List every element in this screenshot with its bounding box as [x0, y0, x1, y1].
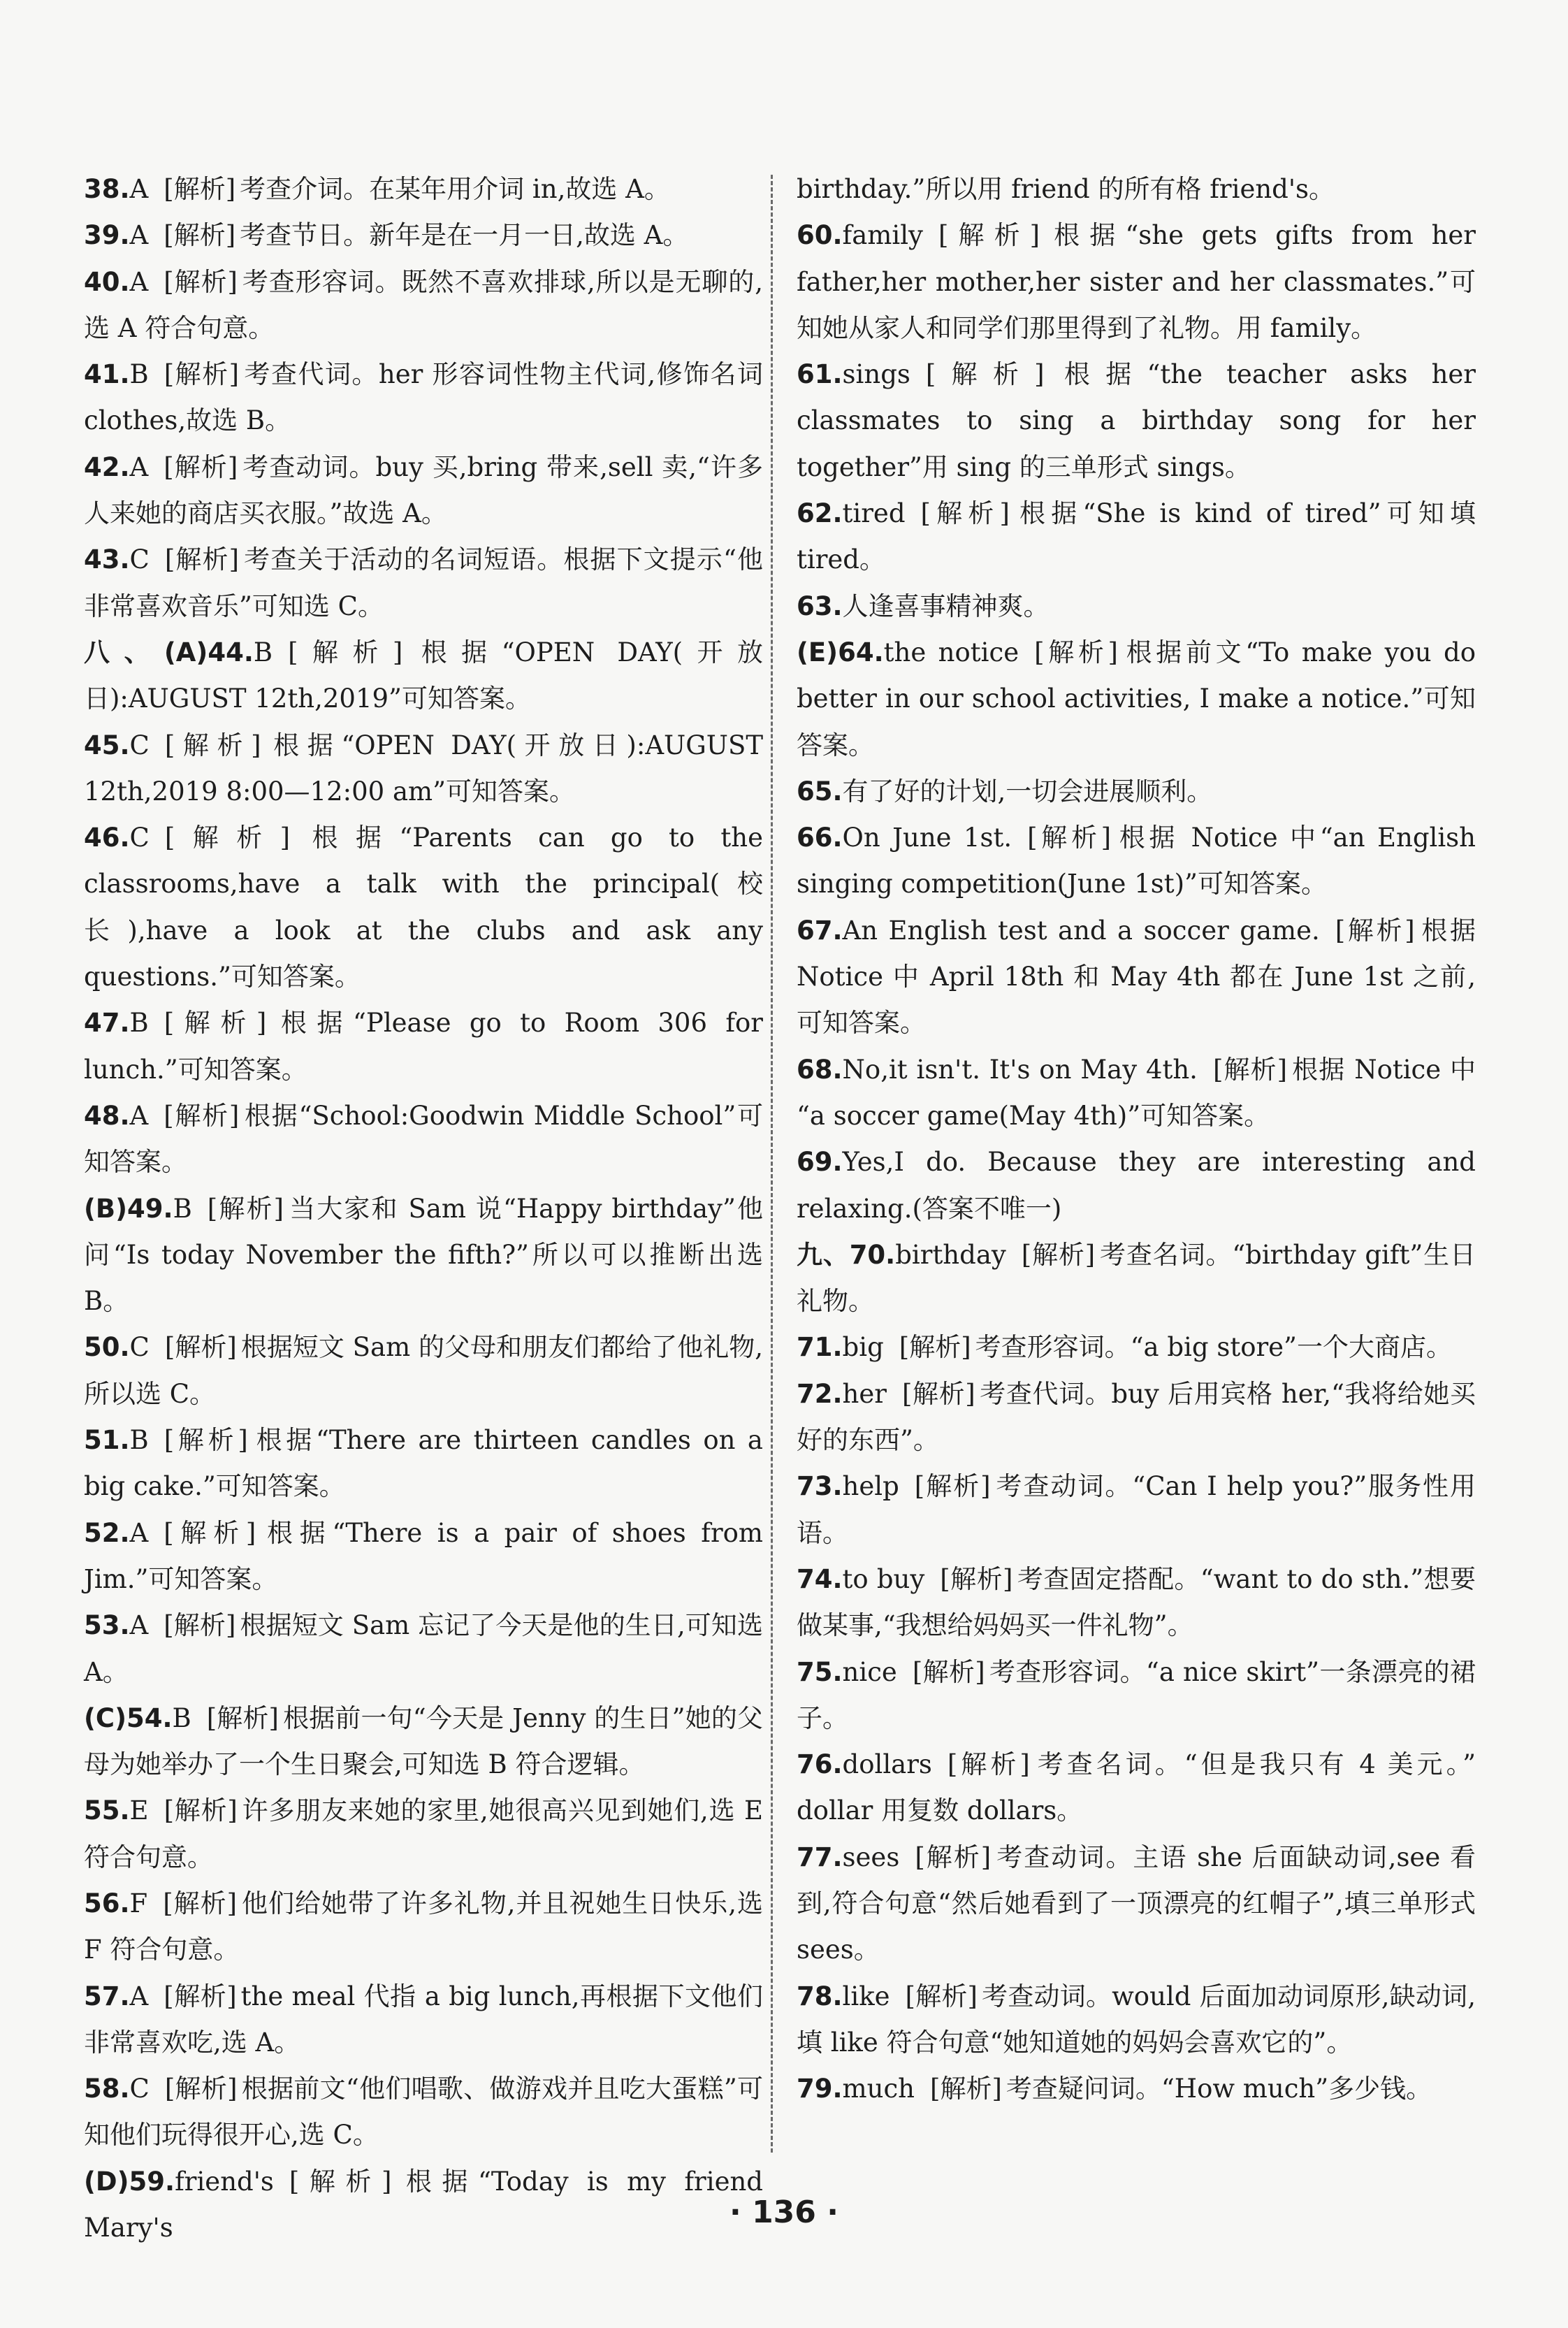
- answer-text: A: [129, 451, 149, 482]
- answer-text: C: [129, 1332, 150, 1363]
- answer-item: [84, 1881, 763, 1974]
- answer-text: B: [129, 1008, 149, 1039]
- analysis-tag: [解析]: [905, 1981, 978, 2011]
- answer-item: [797, 630, 1476, 769]
- question-number: 39.: [84, 220, 130, 251]
- explanation-text: 根据前一句“今天是 Jenny 的生日”她的父母为她举办了一个生日聚会,可知选 B 符合逻辑。: [84, 1702, 763, 1780]
- answer-item: [84, 212, 763, 259]
- answer-item: [797, 769, 1476, 815]
- answer-item: [797, 1974, 1476, 2067]
- explanation-text: 根据短文 Sam 的父母和朋友们都给了他礼物,所以选 C。: [84, 1332, 763, 1409]
- answer-item: [84, 259, 763, 352]
- answer-item: [797, 1047, 1476, 1140]
- analysis-tag: [解析]: [915, 1842, 992, 1872]
- question-number: 66.: [797, 823, 843, 853]
- answer-item: [797, 584, 1476, 630]
- analysis-tag: [解析]: [163, 1888, 238, 1918]
- analysis-tag: [解析]: [164, 1981, 237, 2011]
- answer-text: family: [842, 220, 923, 251]
- question-number: 68.: [797, 1054, 843, 1085]
- answer-text: B: [173, 1193, 192, 1224]
- question-number: 43.: [84, 544, 130, 575]
- question-number: 57.: [84, 1981, 130, 2011]
- explanation-text: birthday.”所以用 friend 的所有格 friend's。: [797, 174, 1335, 204]
- question-number: 67.: [797, 915, 843, 946]
- question-number: 52.: [84, 1517, 130, 1548]
- explanation-text: 考查代词。her 形容词性物主代词,修饰名词 clothes,故选 B。: [84, 359, 763, 436]
- explanation-text: 根据“the teacher asks her classmates to sing a birthday song for her together”用 sing 的三单形式 sings。: [797, 359, 1476, 482]
- answer-item: [84, 537, 763, 630]
- answer-text: B: [172, 1702, 191, 1733]
- question-number: 56.: [84, 1888, 130, 1918]
- explanation-text: 考查名词。“birthday gift”生日礼物。: [797, 1239, 1476, 1317]
- explanation-text: 考查节日。新年是在一月一日,故选 A。: [240, 220, 689, 251]
- answer-item: [797, 2066, 1476, 2112]
- explanation-text: 考查形容词。既然不喜欢排球,所以是无聊的,选 A 符合句意。: [84, 266, 763, 343]
- answer-item: [84, 630, 763, 723]
- question-number: 50.: [84, 1332, 130, 1363]
- answer-text: friend's: [175, 2166, 274, 2197]
- question-number: 58.: [84, 2074, 130, 2104]
- analysis-tag: [解析]: [164, 544, 240, 575]
- explanation-text: 根据“Please go to Room 306 for lunch.”可知答案。: [84, 1008, 763, 1085]
- answer-text: help: [842, 1471, 899, 1502]
- explanation-text: 根据 Notice 中 “a soccer game(May 4th)”可知答案。: [797, 1054, 1476, 1131]
- analysis-tag: [解析]: [164, 2074, 238, 2104]
- analysis-tag: [解析]: [940, 1563, 1013, 1594]
- column-divider: [771, 175, 773, 2153]
- question-number: 65.: [797, 776, 843, 807]
- answer-item: [797, 815, 1476, 908]
- answer-text: A: [129, 174, 149, 204]
- answer-item: [84, 1788, 763, 1881]
- answer-text: E: [129, 1795, 149, 1826]
- explanation-text: 考查关于活动的名词短语。根据下文提示“他非常喜欢音乐”可知选 C。: [84, 544, 763, 621]
- question-number: 47.: [84, 1008, 130, 1039]
- answer-text: A: [129, 1517, 149, 1548]
- explanation-text: 根据 Notice 中“an English singing competition(June 1st)”可知答案。: [797, 823, 1476, 899]
- analysis-tag: [解析]: [164, 220, 236, 251]
- analysis-tag: [解析]: [912, 1656, 985, 1687]
- analysis-tag: [解析]: [288, 637, 403, 667]
- analysis-tag: [解析]: [901, 1378, 975, 1409]
- question-number: 76.: [797, 1749, 843, 1780]
- analysis-tag: [解析]: [1034, 637, 1118, 667]
- explanation-text: Yes,I do. Because they are interesting and relaxing.(答案不唯一): [797, 1147, 1476, 1224]
- answer-item: [797, 1324, 1476, 1371]
- answer-text: C: [129, 730, 150, 760]
- answer-item: [84, 1974, 763, 2067]
- answer-text: much: [842, 2074, 915, 2104]
- question-number: 61.: [797, 359, 843, 390]
- explanation-text: 根据“OPEN DAY(开放日):AUGUST 12th,2019”可知答案。: [84, 637, 763, 714]
- question-number: 54.: [126, 1702, 173, 1733]
- answer-text: C: [129, 544, 150, 575]
- answer-item: [84, 1417, 763, 1510]
- question-number: 38.: [84, 174, 130, 204]
- explanation-text: 根据前文“他们唱歌、做游戏并且吃大蛋糕”可知他们玩得很开心,选 C。: [84, 2074, 763, 2150]
- answer-item: [797, 1463, 1476, 1556]
- explanation-text: 根据“There is a pair of shoes from Jim.”可知答案。: [84, 1517, 764, 1594]
- analysis-tag: [解析]: [920, 498, 1010, 529]
- question-number: 78.: [797, 1981, 843, 2011]
- question-number: 40.: [84, 266, 130, 297]
- question-number: 49.: [127, 1193, 173, 1224]
- question-number: 59.: [129, 2166, 175, 2197]
- answer-item: [84, 444, 763, 537]
- section-prefix: (E): [797, 637, 839, 667]
- analysis-tag: [解析]: [164, 359, 240, 390]
- explanation-text: 考查代词。buy 后用宾格 her,“我将给她买好的东西”。: [797, 1378, 1476, 1456]
- answer-item: [797, 1139, 1476, 1232]
- explanation-text: 他们给她带了许多礼物,并且祝她生日快乐,选 F 符合句意。: [84, 1888, 763, 1965]
- question-number: 79.: [797, 2074, 843, 2104]
- analysis-tag: [解析]: [289, 2166, 392, 2197]
- analysis-tag: [解析]: [164, 1610, 236, 1641]
- question-number: 62.: [797, 498, 843, 529]
- answer-item: [84, 166, 763, 212]
- question-number: 69.: [797, 1147, 843, 1178]
- question-number: 71.: [797, 1332, 843, 1363]
- answer-item: [797, 491, 1476, 584]
- answer-text: the notice: [883, 637, 1019, 667]
- answer-item: [84, 1510, 763, 1603]
- answer-text: sings: [842, 359, 910, 390]
- answer-item: [84, 1000, 763, 1093]
- section-prefix: (D): [84, 2166, 129, 2197]
- question-number: 60.: [797, 220, 843, 251]
- answer-text: tired: [842, 498, 906, 529]
- answer-text: On June 1st.: [842, 823, 1012, 853]
- answer-text: B: [129, 1425, 149, 1456]
- analysis-tag: [解析]: [947, 1749, 1030, 1780]
- explanation-text: 根据“she gets gifts from her father,her mother,her sister and her classmates.”可知她从家人和同学们那里得到了礼物。用 family。: [797, 220, 1476, 343]
- explanation-text: 考查固定搭配。“want to do sth.”想要做某事,“我想给妈妈买一件礼物”。: [797, 1563, 1476, 1641]
- explanation-text: 根据“She is kind of tired”可知填 tired。: [797, 498, 1476, 575]
- answer-item: [797, 1835, 1476, 1974]
- answer-text: nice: [842, 1656, 897, 1687]
- section-prefix: 八、(A): [84, 637, 208, 667]
- analysis-tag: [解析]: [164, 730, 261, 760]
- answer-text: B: [129, 359, 149, 390]
- question-number: 72.: [797, 1378, 843, 1409]
- analysis-tag: [解析]: [1212, 1054, 1288, 1085]
- answer-text: No,it isn't. It's on May 4th.: [842, 1054, 1198, 1085]
- answer-item: [84, 1324, 763, 1417]
- question-number: 51.: [84, 1425, 130, 1456]
- analysis-tag: [解析]: [1027, 823, 1112, 853]
- answer-text: like: [842, 1981, 890, 2011]
- analysis-tag: [解析]: [930, 2074, 1002, 2104]
- analysis-tag: [解析]: [914, 1471, 991, 1502]
- answer-item: [797, 908, 1476, 1047]
- analysis-tag: [解析]: [164, 1008, 267, 1039]
- question-number: 42.: [84, 451, 130, 482]
- answer-text: B: [253, 637, 273, 667]
- analysis-tag: [解析]: [1021, 1239, 1096, 1270]
- answer-text: her: [842, 1378, 887, 1409]
- answer-text: An English test and a soccer game.: [842, 915, 1320, 946]
- analysis-tag: [解析]: [164, 174, 236, 204]
- explanation-text: 根据前文“To make you do better in our school activities, I make a notice.”可知答案。: [797, 637, 1476, 760]
- answer-item: [797, 1742, 1476, 1835]
- explanation-text: the meal 代指 a big lunch,再根据下文他们非常喜欢吃,选 A。: [84, 1981, 763, 2058]
- explanation-text: 人逢喜事精神爽。: [842, 591, 1050, 621]
- left-column: [84, 166, 763, 2251]
- analysis-tag: [解析]: [938, 220, 1040, 251]
- analysis-tag: [解析]: [1335, 915, 1415, 946]
- question-number: 46.: [84, 823, 130, 853]
- answer-item: [797, 166, 1476, 212]
- explanation-text: 考查名词。“但是我只有 4 美元。” dollar 用复数 dollars。: [797, 1749, 1476, 1826]
- explanation-text: 根据“OPEN DAY(开放日):AUGUST 12th,2019 8:00—12:00 am”可知答案。: [84, 730, 763, 807]
- explanation-text: 考查疑问词。“How much”多少钱。: [1006, 2074, 1432, 2104]
- explanation-text: 根据“Parents can go to the classrooms,have a talk with the principal(校长),have a look at the clubs and ask any questions.”可知答案。: [84, 823, 763, 992]
- question-number: 74.: [797, 1563, 843, 1594]
- answer-text: A: [129, 1100, 149, 1131]
- answer-item: [84, 2066, 763, 2159]
- section-prefix: (B): [84, 1193, 128, 1224]
- question-number: 41.: [84, 359, 130, 390]
- explanation-text: 考查动词。buy 买,bring 带来,sell 卖,“许多人来她的商店买衣服。”故选 A。: [84, 451, 763, 529]
- question-number: 63.: [797, 591, 843, 621]
- answer-text: F: [129, 1888, 148, 1918]
- answer-item: [797, 212, 1476, 352]
- explanation-text: 考查介词。在某年用介词 in,故选 A。: [240, 174, 670, 204]
- question-number: 73.: [797, 1471, 843, 1502]
- page-number: · 136 ·: [729, 2195, 839, 2230]
- answer-item: [84, 1093, 763, 1186]
- analysis-tag: [解析]: [164, 1517, 256, 1548]
- analysis-tag: [解析]: [164, 823, 291, 853]
- question-number: 44.: [208, 637, 254, 667]
- answer-text: to buy: [842, 1563, 925, 1594]
- question-number: 48.: [84, 1100, 130, 1131]
- answer-text: sees: [842, 1842, 900, 1872]
- explanation-text: 根据 Notice 中 April 18th 和 May 4th 都在 June 1st 之前,可知答案。: [797, 915, 1476, 1039]
- explanation-text: 考查形容词。“a nice skirt”一条漂亮的裙子。: [797, 1656, 1476, 1733]
- explanation-text: 考查形容词。“a big store”一个大商店。: [975, 1332, 1452, 1363]
- answer-text: C: [129, 2074, 150, 2104]
- answer-text: C: [129, 823, 150, 853]
- answer-item: [84, 352, 763, 444]
- answer-text: A: [129, 266, 149, 297]
- explanation-text: 有了好的计划,一切会进展顺利。: [842, 776, 1213, 807]
- question-number: 64.: [838, 637, 884, 667]
- analysis-tag: [解析]: [164, 1100, 240, 1131]
- answer-text: birthday: [895, 1239, 1006, 1270]
- explanation-text: 许多朋友来她的家里,她很高兴见到她们,选 E 符合句意。: [84, 1795, 764, 1872]
- analysis-tag: [解析]: [207, 1193, 284, 1224]
- analysis-tag: [解析]: [164, 451, 238, 482]
- answer-item: [797, 1556, 1476, 1649]
- explanation-text: 根据“School:Goodwin Middle School”可知答案。: [84, 1100, 763, 1178]
- answer-text: A: [129, 1610, 149, 1641]
- explanation-text: 考查动词。“Can I help you?”服务性用语。: [797, 1471, 1476, 1548]
- analysis-tag: [解析]: [206, 1702, 279, 1733]
- question-number: 75.: [797, 1656, 843, 1687]
- analysis-tag: [解析]: [899, 1332, 971, 1363]
- explanation-text: 考查动词。主语 she 后面缺动词,see 看到,符合句意“然后她看到了一顶漂亮的红帽子”,填三单形式 sees。: [797, 1842, 1476, 1965]
- answer-text: A: [129, 1981, 149, 2011]
- answer-text: A: [129, 220, 149, 251]
- answer-item: [797, 1232, 1476, 1325]
- analysis-tag: [解析]: [164, 1795, 238, 1826]
- answer-item: [84, 1186, 763, 1325]
- question-number: 70.: [849, 1239, 896, 1270]
- answer-item: [84, 1696, 763, 1788]
- answer-item: [797, 352, 1476, 491]
- explanation-text: 根据“Today is my friend Mary's: [84, 2166, 763, 2243]
- question-number: 45.: [84, 730, 130, 760]
- answer-item: [797, 1649, 1476, 1742]
- question-number: 53.: [84, 1610, 130, 1641]
- analysis-tag: [解析]: [164, 1332, 237, 1363]
- section-prefix: (C): [84, 1702, 126, 1733]
- answer-item: [797, 1371, 1476, 1464]
- answer-item: [84, 1603, 763, 1696]
- analysis-tag: [解析]: [164, 1425, 248, 1456]
- section-prefix: 九、: [797, 1239, 850, 1270]
- analysis-tag: [解析]: [925, 359, 1045, 390]
- analysis-tag: [解析]: [164, 266, 238, 297]
- answer-text: big: [842, 1332, 884, 1363]
- explanation-text: 根据短文 Sam 忘记了今天是他的生日,可知选 A。: [84, 1610, 763, 1687]
- explanation-text: 根据“There are thirteen candles on a big cake.”可知答案。: [84, 1425, 763, 1502]
- question-number: 55.: [84, 1795, 130, 1826]
- answer-item: [84, 723, 763, 816]
- explanation-text: 当大家和 Sam 说“Happy birthday”他问“Is today November the fifth?”所以可以推断出选 B。: [84, 1193, 763, 1317]
- explanation-text: 考查动词。would 后面加动词原形,缺动词,填 like 符合句意“她知道她的妈妈会喜欢它的”。: [797, 1981, 1476, 2058]
- answer-text: dollars: [842, 1749, 932, 1780]
- answer-item: [84, 815, 763, 1000]
- right-column: [797, 166, 1476, 2112]
- question-number: 77.: [797, 1842, 843, 1872]
